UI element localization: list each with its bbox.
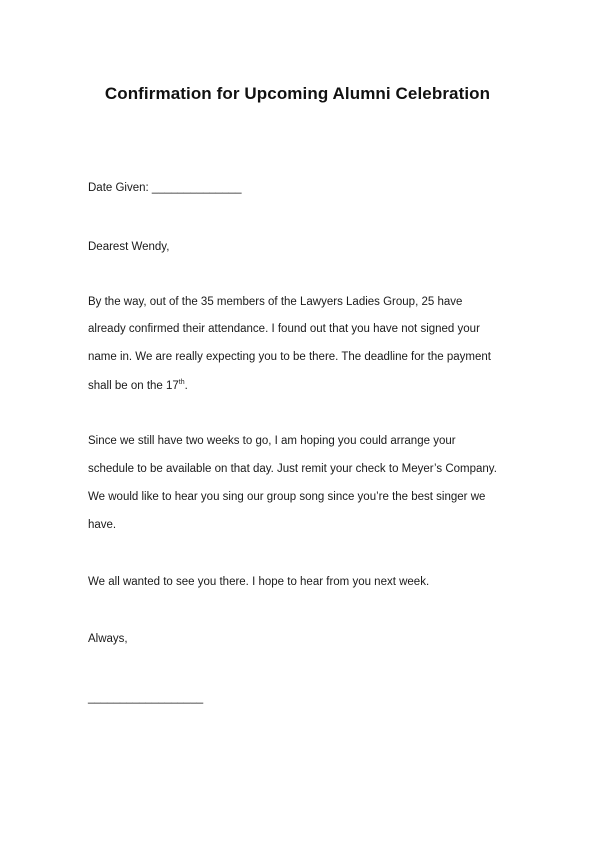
- paragraph-2-line-2: schedule to be available on that day. Just remit your check to Meyer’s Company.: [88, 463, 497, 475]
- paragraph-3: We all wanted to see you there. I hope to hear from you next week.: [88, 576, 430, 588]
- paragraph-1-line-4-end: .: [184, 380, 188, 392]
- salutation: Dearest Wendy,: [88, 241, 170, 253]
- ordinal-suffix: th: [178, 379, 185, 386]
- paragraph-1-line-1: By the way, out of the 35 members of the Lawyers Ladies Group, 25 have: [88, 296, 463, 308]
- paragraph-2-line-3: We would like to hear you sing our group song since you’re the best singer we: [88, 491, 486, 503]
- paragraph-1-line-2: already confirmed their attendance. I found out that you have not signed your: [88, 323, 480, 335]
- paragraph-1-line-4-text: shall be on the 17: [88, 380, 179, 392]
- paragraph-2-line-4: have.: [88, 519, 117, 531]
- paragraph-2-line-1: Since we still have two weeks to go, I am hoping you could arrange your: [88, 435, 456, 447]
- paragraph-1-line-3: name in. We are really expecting you to be there. The deadline for the payment: [88, 351, 491, 363]
- signature-line: __________________: [88, 692, 204, 704]
- date-line: Date Given: ______________: [88, 182, 242, 194]
- document-title: Confirmation for Upcoming Alumni Celebration: [104, 84, 491, 103]
- closing: Always,: [88, 633, 128, 645]
- paragraph-1-line-4: [88, 379, 188, 393]
